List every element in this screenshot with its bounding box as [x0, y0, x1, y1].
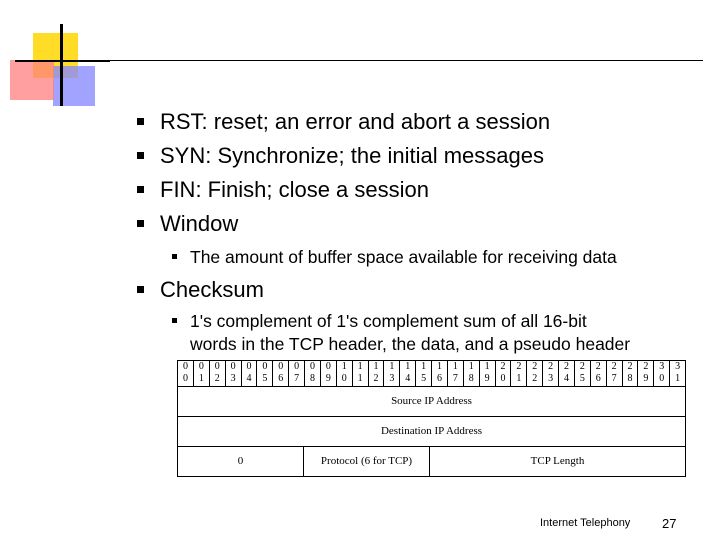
bullet-mark [137, 220, 144, 227]
bit-tick: 0 6 [273, 361, 289, 386]
logo-vertical-line [60, 24, 63, 106]
zero-field: 0 [178, 447, 304, 476]
bit-tick: 1 9 [480, 361, 496, 386]
bit-tick: 0 4 [242, 361, 258, 386]
bullet-rst [160, 109, 550, 135]
bullet-text: SYN: Synchronize; the initial messages [160, 143, 544, 168]
sub-bullet-mark [172, 318, 177, 323]
bit-tick: 2 9 [638, 361, 654, 386]
bullet-syn [160, 143, 544, 169]
bit-tick: 2 0 [496, 361, 512, 386]
sub-bullet-checksum-line2 [190, 333, 630, 355]
bit-tick: 0 7 [289, 361, 305, 386]
bit-tick: 1 1 [353, 361, 369, 386]
bit-tick: 1 0 [337, 361, 353, 386]
bullet-mark [137, 152, 144, 159]
bit-tick: 2 2 [527, 361, 543, 386]
bit-tick: 1 5 [416, 361, 432, 386]
tcp-length-field: TCP Length [530, 455, 585, 467]
logo-square-red [10, 60, 54, 100]
sub-bullet-mark [172, 254, 177, 259]
bullet-text: Checksum [160, 277, 264, 302]
bit-tick: 1 7 [448, 361, 464, 386]
bit-tick: 2 3 [543, 361, 559, 386]
bit-tick: 0 8 [305, 361, 321, 386]
bit-tick: 0 0 [178, 361, 194, 386]
bullet-mark [137, 286, 144, 293]
bullet-mark [137, 118, 144, 125]
bullet-text: FIN: Finish; close a session [160, 177, 429, 202]
bit-tick: 2 6 [591, 361, 607, 386]
bit-tick: 1 2 [369, 361, 385, 386]
bullet-window [160, 211, 238, 237]
bullet-fin [160, 177, 429, 203]
footer-title: Internet Telephony [540, 517, 631, 529]
source-ip-row: Source IP Address [177, 387, 686, 417]
bit-tick: 0 1 [194, 361, 210, 386]
sub-bullet-text-line2: words in the TCP header, the data, and a pseudo header [190, 334, 631, 354]
protocol-field: Protocol (6 for TCP) [304, 447, 430, 476]
destination-ip-row: Destination IP Address [177, 417, 686, 447]
bullet-mark [137, 186, 144, 193]
bit-tick: 2 7 [607, 361, 623, 386]
bit-tick: 0 5 [257, 361, 273, 386]
bit-tick: 2 8 [623, 361, 639, 386]
bit-tick: 3 1 [675, 361, 681, 384]
bit-tick: 1 8 [464, 361, 480, 386]
bullet-text: RST: reset; an error and abort a session [160, 109, 551, 134]
sub-bullet-text-line1: 1's complement of 1's complement sum of all 16-bit [190, 311, 587, 331]
sub-bullet-window [190, 246, 617, 268]
bit-tick: 1 3 [384, 361, 400, 386]
protocol-row [177, 447, 686, 477]
title-rule [60, 60, 703, 61]
bit-tick: 1 4 [400, 361, 416, 386]
bit-tick: 0 3 [226, 361, 242, 386]
bit-tick: 1 6 [432, 361, 448, 386]
sub-bullet-checksum [190, 310, 587, 332]
bit-tick: 3 0 [654, 361, 670, 386]
bit-ruler [177, 360, 686, 387]
bit-tick: 2 4 [559, 361, 575, 386]
bullet-checksum [160, 277, 264, 303]
bit-tick: 0 9 [321, 361, 337, 386]
bit-tick: 0 2 [210, 361, 226, 386]
bullet-text: Window [160, 211, 239, 236]
bit-tick: 2 1 [511, 361, 527, 386]
page-number: 27 [662, 516, 677, 531]
sub-bullet-text: The amount of buffer space available for receiving data [190, 247, 617, 267]
pseudo-header-diagram [177, 360, 686, 478]
bit-tick: 2 5 [575, 361, 591, 386]
